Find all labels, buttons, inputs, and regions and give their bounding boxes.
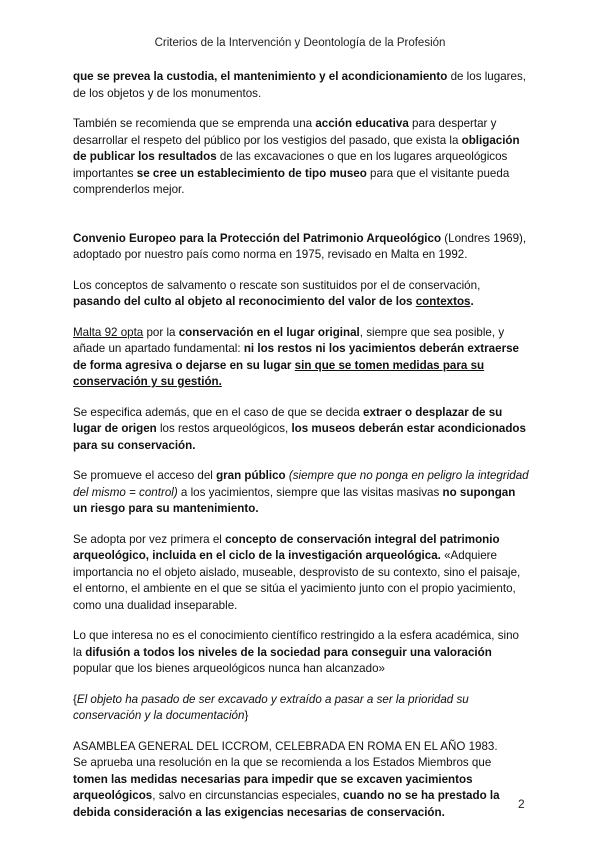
section-heading: ASAMBLEA GENERAL DEL ICCROM, CELEBRADA EN ROMA EN EL AÑO 1983. [73,739,498,753]
paragraph-convenio-europeo [73,231,529,264]
text: por la [143,325,179,339]
bold-text: acción educativa [315,117,409,130]
bold-text: Convenio Europeo para la Protección del Patrimonio Arqueológico [73,231,442,245]
bold-text: concepto de conservación integral del patrimonio arqueológico, incluida en el ciclo de la investigación arqueológica. [73,532,500,562]
bold-text: ni los restos ni los yacimientos deberán extraerse de forma agresiva o dejarse en su lugar [73,342,519,372]
text: Se adopta por vez primera el [73,532,226,546]
paragraph-gran-publico [73,468,529,518]
text: los restos arqueológicos, [156,422,292,435]
bold-text: no supongan un riesgo para su mantenimiento. [73,485,516,515]
bold-text: pasando del culto al objeto al reconocimiento del valor de los [73,295,416,308]
underlined-text: Malta 92 opta [73,325,144,339]
bold-text: gran público [216,469,286,482]
text: , salvo en circunstancias especiales, [152,789,343,802]
text: a los yacimientos, siempre que las visitas masivas [177,485,443,499]
bold-text: se cree un establecimiento de tipo museo [136,166,367,180]
text: Se aprueba una resolución en la que se recomienda a los Estados Miembros que [73,756,492,769]
text: para despertar y desarrollar el respeto del público por los vestigios del pasado, que exista la [73,117,497,147]
text: para que el visitante pueda comprenderlos mejor. [73,166,510,196]
bold-underlined-text: contextos [415,295,471,308]
text: También se recomienda que se emprenda una [73,117,316,130]
paragraph-accion-educativa [73,116,529,199]
bold-text: los museos deberán estar acondicionados para su conservación. [73,422,526,452]
text: «Adquiere importancia no el objeto aislado, museable, desprovisto de su contexto, sino el paisaje, el entorno, el ambiente en el que se sitúa el yacimiento junto con el propio yacimiento, como una dualidad inseparable. [73,549,521,612]
italic-text: (siempre que no ponga en peligro la integridad del mismo = control) [73,469,529,499]
running-header: Criterios de la Intervención y Deontología de la Profesión [154,37,446,49]
bold-text: obligación de publicar los resultados [73,133,520,163]
bold-text: conservación en el lugar original [178,325,360,339]
text: } [244,709,249,722]
page-number: 2 [518,797,525,811]
text: Lo que interesa no es el conocimiento científico restringido a la esfera académica, sino la [73,629,519,659]
text: Los conceptos de salvamento o rescate son sustituidos por el de conservación, [73,278,481,292]
paragraph-iccrom [73,739,529,822]
bold-text: cuando no se ha prestado la debida consideración a las exigencias necesarias de conservación. [73,789,500,819]
document-body [73,69,529,835]
text: (Londres 1969), adoptado por nuestro país como norma en 1975, revisado en Malta en 1992. [73,231,527,261]
paragraph-malta-92 [73,325,529,391]
bold-text: tomen las medidas necesarias para impedir que se excaven yacimientos arqueológicos [73,772,473,802]
text: { [73,692,77,706]
text: Se promueve el acceso del [73,469,217,482]
bold-text: que se prevea la custodia, el mantenimiento y el acondicionamiento [73,70,448,83]
text: de los lugares, de los objetos y de los monumentos. [73,70,526,100]
paragraph-conservacion-integral [73,532,529,615]
paragraph-custodia [73,69,529,102]
paragraph-difusion [73,628,529,678]
text: de las excavaciones o que en los lugares arqueológicos importantes [73,150,508,180]
text: , siempre que sea posible, y añade un apartado fundamental: [73,325,505,355]
paragraph-conceptos [73,278,529,311]
paragraph-objeto [73,692,529,725]
italic-text: El objeto ha pasado de ser excavado y extraído a pasar a ser la prioridad su conservación y la documentación [73,692,469,722]
bold-text: . [470,295,474,308]
bold-text: extraer o desplazar de su lugar de origen [73,405,503,435]
text: popular que los bienes arqueológicos nunca han alcanzado» [73,662,385,675]
paragraph-extraer [73,405,529,455]
text: Se especifica además, que en el caso de que se decida [73,405,364,419]
bold-text: difusión a todos los niveles de la sociedad para conseguir una valoración [85,645,492,659]
bold-underlined-text: sin que se tomen medidas para su conservación y su gestión. [73,358,485,388]
